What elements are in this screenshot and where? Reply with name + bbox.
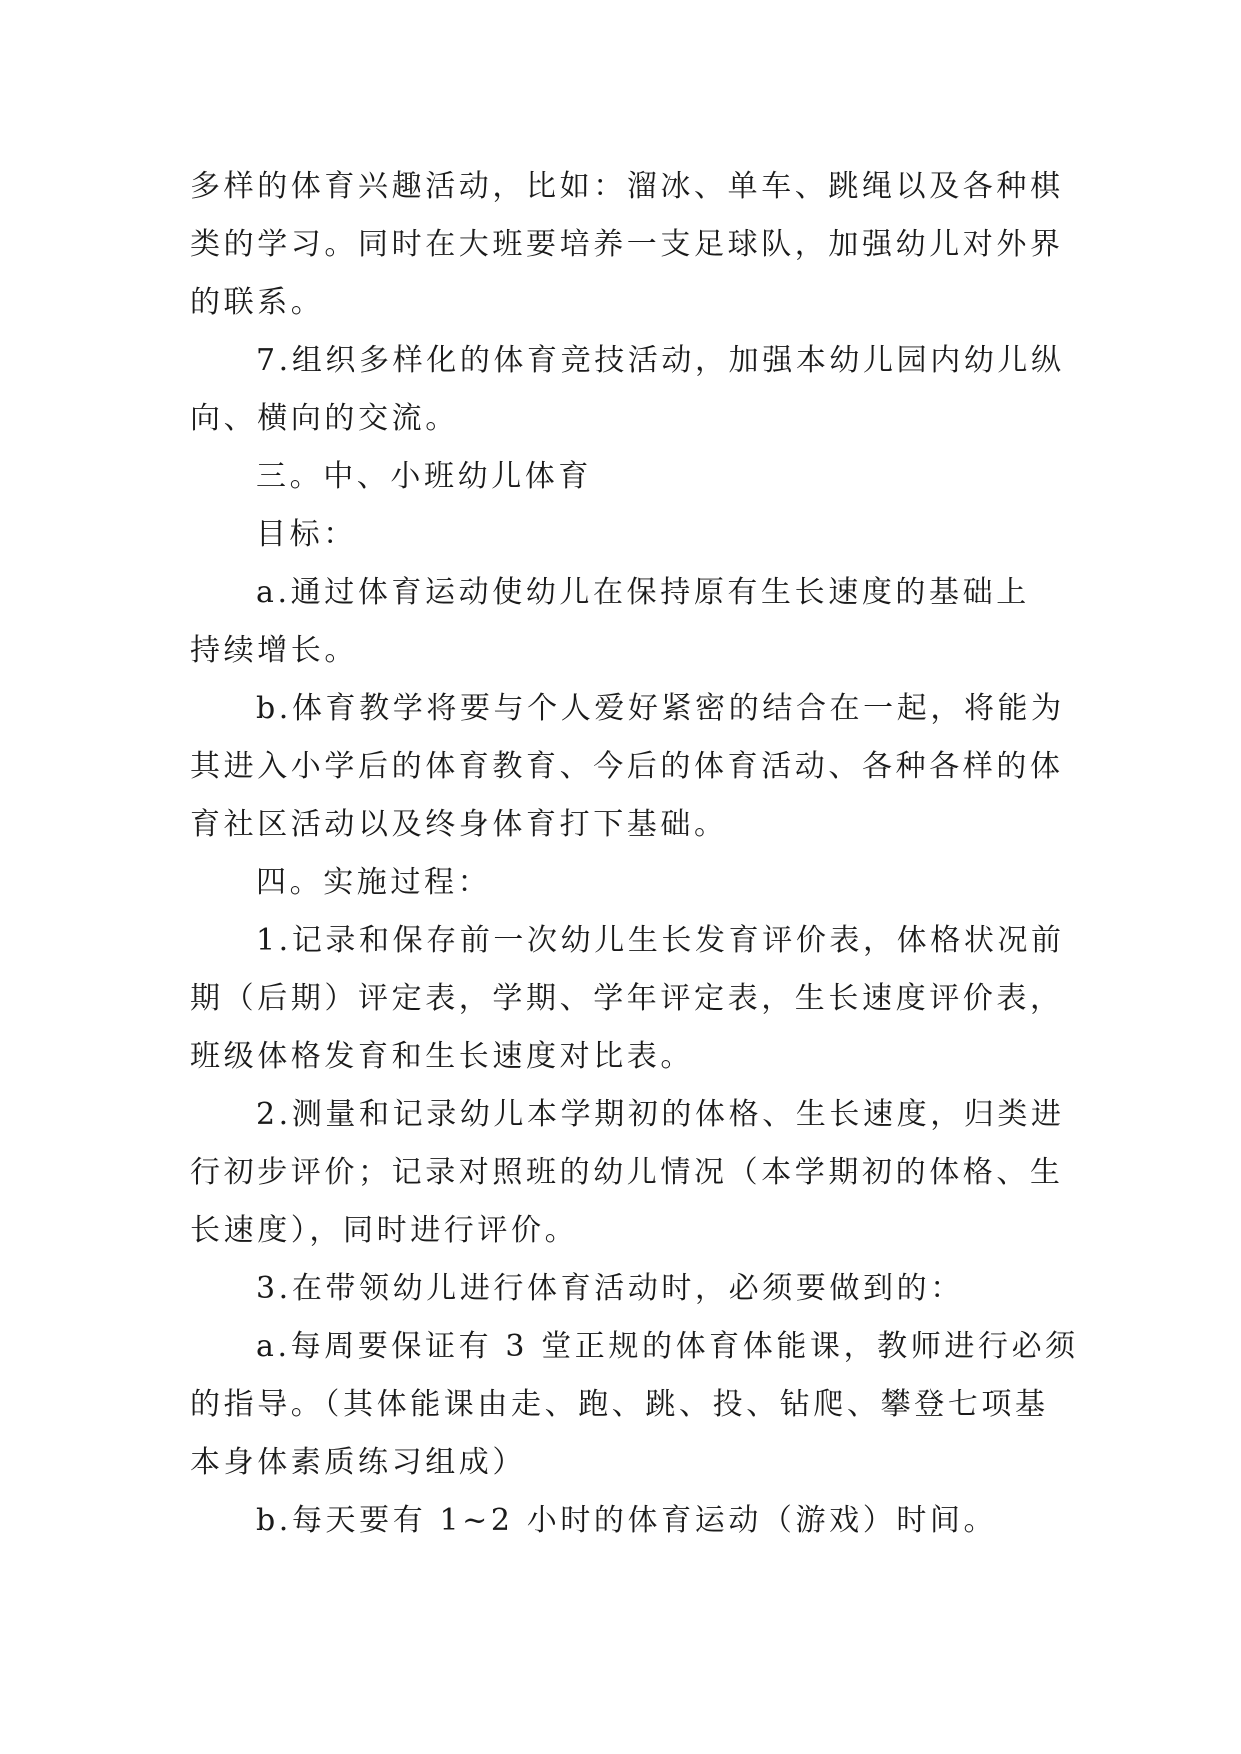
text-line: 本身体素质练习组成） — [190, 1445, 526, 1480]
section-heading: 四。实施过程： — [256, 865, 492, 900]
text-line: 的指导。（其体能课由走、跑、跳、投、钻爬、攀登七项基 — [190, 1387, 1049, 1422]
section-heading: 三。中、小班幼儿体育 — [256, 459, 592, 494]
text-line: 2.测量和记录幼儿本学期初的体格、生长速度，归类进 — [256, 1097, 1065, 1132]
text-line: 持续增长。 — [190, 633, 358, 668]
text-line: b.体育教学将要与个人爱好紧密的结合在一起，将能为 — [256, 691, 1065, 726]
text-line: 目标： — [256, 517, 357, 552]
text-line: a.每周要保证有 3 堂正规的体育体能课，教师进行必须 — [256, 1329, 1079, 1364]
text-line: 向、横向的交流。 — [190, 401, 459, 436]
text-line: 班级体格发育和生长速度对比表。 — [190, 1039, 694, 1074]
text-line: 育社区活动以及终身体育打下基础。 — [190, 807, 728, 842]
text-line: 7.组织多样化的体育竞技活动，加强本幼儿园内幼儿纵 — [256, 343, 1065, 378]
text-line: b.每天要有 1~2 小时的体育运动（游戏）时间。 — [256, 1503, 998, 1538]
text-line: a.通过体育运动使幼儿在保持原有生长速度的基础上 — [256, 575, 1030, 610]
text-line: 行初步评价；记录对照班的幼儿情况（本学期初的体格、生 — [190, 1155, 1064, 1190]
text-line: 类的学习。同时在大班要培养一支足球队，加强幼儿对外界 — [190, 227, 1064, 262]
text-line: 3.在带领幼儿进行体育活动时，必须要做到的： — [256, 1271, 964, 1306]
text-line: 期（后期）评定表，学期、学年评定表，生长速度评价表， — [190, 981, 1064, 1016]
text-line: 多样的体育兴趣活动，比如：溜冰、单车、跳绳以及各种棋 — [190, 169, 1064, 204]
text-line: 的联系。 — [190, 285, 325, 320]
text-line: 1.记录和保存前一次幼儿生长发育评价表，体格状况前 — [256, 923, 1065, 958]
document-body — [190, 158, 1079, 1550]
text-line: 长速度），同时进行评价。 — [190, 1213, 579, 1248]
text-line: 其进入小学后的体育教育、今后的体育活动、各种各样的体 — [190, 749, 1064, 784]
